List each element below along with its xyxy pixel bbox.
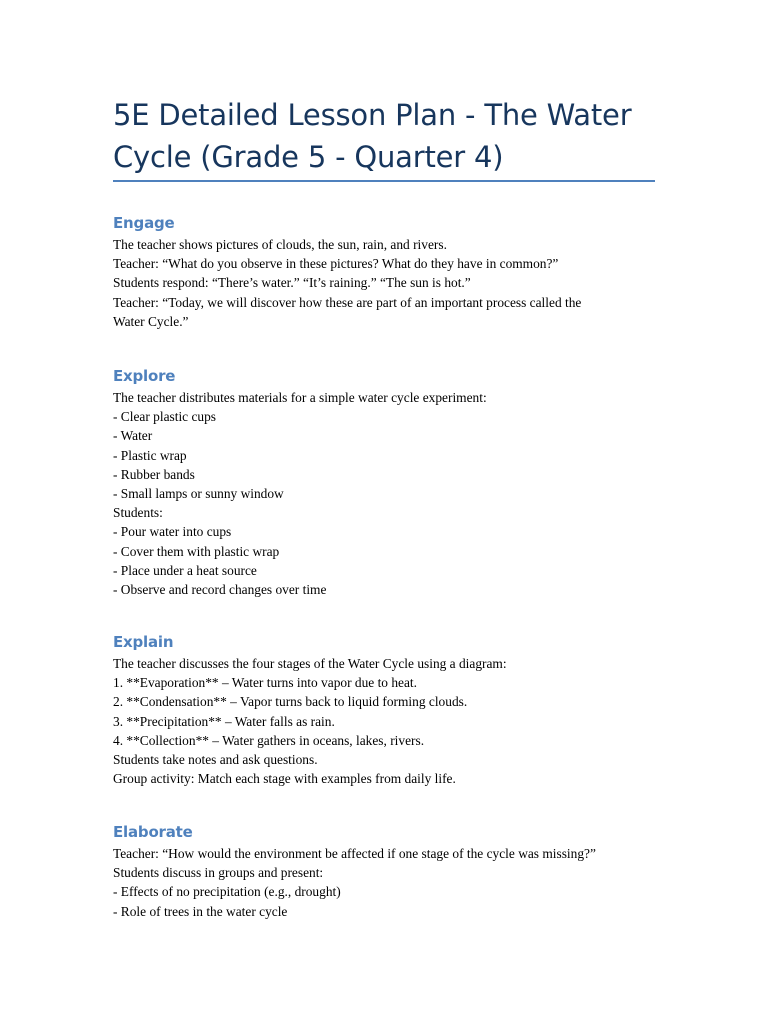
section-heading-explain: Explain	[113, 633, 174, 651]
paragraph-line: Students take notes and ask questions.	[113, 751, 318, 767]
paragraph-line: Students respond: “There’s water.” “It’s raining.” “The sun is hot.”	[113, 275, 471, 291]
section-explain	[113, 631, 673, 788]
section-explore	[113, 365, 673, 599]
paragraph-line: Teacher: “Today, we will discover how these are part of an important process called the	[113, 294, 582, 310]
section-heading-elaborate: Elaborate	[113, 823, 193, 841]
list-item: - Place under a heat source	[113, 562, 257, 578]
list-item: 4. **Collection** – Water gathers in oceans, lakes, rivers.	[113, 732, 425, 748]
list-item: - Pour water into cups	[113, 524, 232, 540]
paragraph-line: Group activity: Match each stage with examples from daily life.	[113, 771, 456, 787]
section-body-explain	[113, 654, 673, 788]
document-title-line: Cycle (Grade 5 - Quarter 4)	[113, 140, 504, 174]
list-item: - Observe and record changes over time	[113, 581, 327, 597]
paragraph-line: The teacher shows pictures of clouds, the sun, rain, and rivers.	[113, 237, 447, 252]
list-item: 2. **Condensation** – Vapor turns back to liquid forming clouds.	[113, 694, 468, 710]
section-elaborate	[113, 821, 673, 921]
section-heading-explore: Explore	[113, 367, 176, 385]
paragraph-line: Students:	[113, 505, 163, 521]
title-underline-rule	[113, 180, 655, 182]
document-title	[113, 94, 673, 178]
list-item: - Cover them with plastic wrap	[113, 543, 280, 559]
paragraph-line: Water Cycle.”	[113, 313, 189, 329]
section-body-explore	[113, 388, 673, 599]
list-item: - Role of trees in the water cycle	[113, 903, 288, 919]
list-item: - Effects of no precipitation (e.g., drought)	[113, 884, 341, 900]
paragraph-line: Teacher: “What do you observe in these pictures? What do they have in common?”	[113, 256, 559, 272]
section-body-elaborate	[113, 844, 673, 921]
section-engage	[113, 212, 673, 331]
list-item: - Rubber bands	[113, 466, 195, 482]
section-body-engage	[113, 235, 673, 331]
list-item: - Clear plastic cups	[113, 409, 216, 425]
section-heading-engage: Engage	[113, 214, 175, 232]
list-item: - Plastic wrap	[113, 447, 187, 463]
paragraph-line: Teacher: “How would the environment be affected if one stage of the cycle was missing?”	[113, 846, 596, 861]
list-item: 1. **Evaporation** – Water turns into vapor due to heat.	[113, 675, 417, 691]
document-title-line: 5E Detailed Lesson Plan - The Water	[113, 98, 632, 132]
paragraph-line: Students discuss in groups and present:	[113, 865, 324, 881]
list-item: - Small lamps or sunny window	[113, 485, 284, 501]
paragraph-line: The teacher discusses the four stages of the Water Cycle using a diagram:	[113, 656, 507, 671]
list-item: - Water	[113, 428, 153, 444]
paragraph-line: The teacher distributes materials for a simple water cycle experiment:	[113, 390, 487, 405]
list-item: 3. **Precipitation** – Water falls as rain.	[113, 713, 335, 729]
